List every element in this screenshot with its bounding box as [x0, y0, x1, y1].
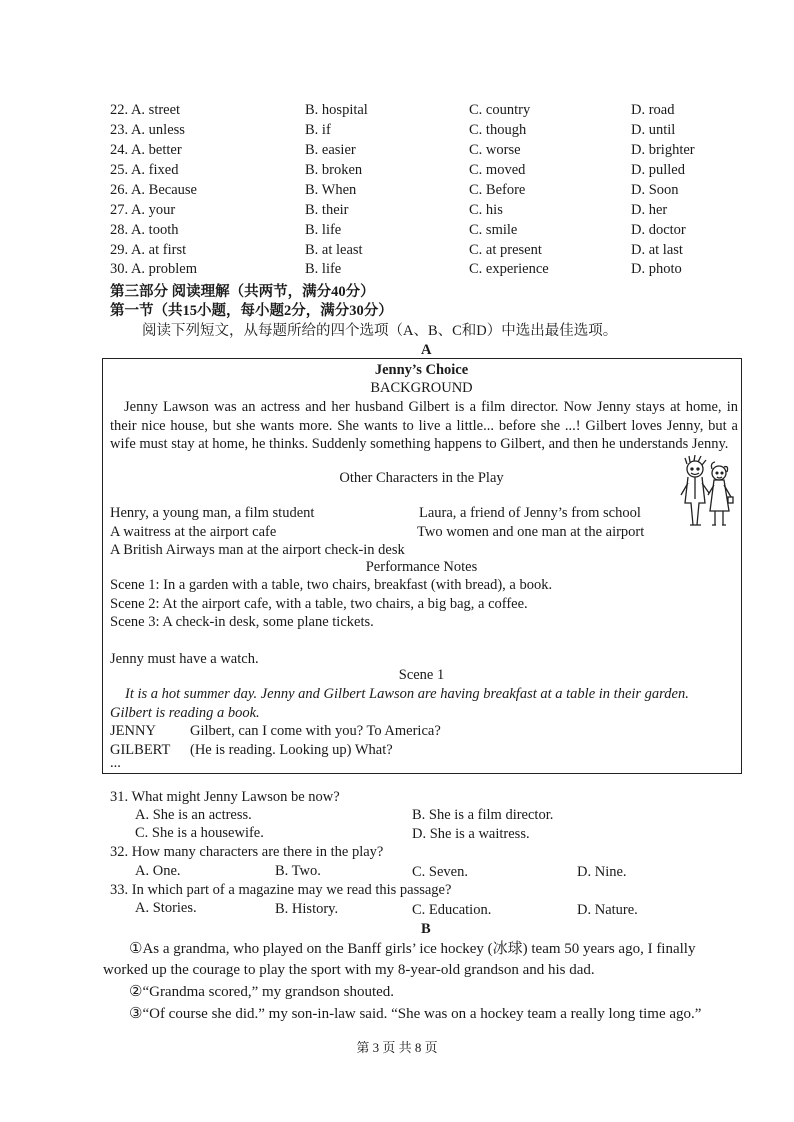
- cloze-option-row: [0, 101, 794, 121]
- section1-heading: 第一节（共15小题，每小题2分，满分30分）: [110, 303, 393, 319]
- cloze-option-text: A. street: [130, 102, 181, 118]
- cloze-question-number: 30.: [110, 261, 129, 277]
- cloze-option-row: [0, 121, 794, 141]
- passage-b-p1-line1: ①As a grandma, who played on the Banff girls’ ice hockey (冰球) team 50 years ago, I finally: [129, 941, 696, 957]
- stage-direction-2: Gilbert is reading a book.: [110, 705, 260, 721]
- cloze-option-c: C. Before: [469, 182, 526, 198]
- cloze-option-d: D. at last: [631, 242, 683, 258]
- speaker-gilbert: GILBERT: [110, 742, 171, 758]
- passage-b-p2: ②“Grandma scored,” my grandson shouted.: [129, 984, 395, 1000]
- cloze-question-number: 29.: [110, 242, 129, 258]
- scene2-note: Scene 2: At the airport cafe, with a table, two chairs, a big bag, a coffee.: [110, 596, 528, 612]
- cloze-option-d: D. until: [631, 122, 676, 138]
- cloze-option-text: A. at first: [130, 242, 187, 258]
- cloze-option-a: [110, 260, 197, 280]
- character-ba-man: A British Airways man at the airport check-in desk: [110, 542, 405, 558]
- cloze-option-c: C. smile: [469, 222, 518, 238]
- speaker-jenny: JENNY: [110, 723, 156, 739]
- cloze-option-d: D. pulled: [631, 162, 685, 178]
- part3-heading: 第三部分 阅读理解（共两节，满分40分）: [110, 284, 375, 300]
- cloze-option-c: C. experience: [469, 261, 549, 277]
- cloze-option-c: C. country: [469, 102, 531, 118]
- cloze-option-a: [110, 121, 185, 141]
- cloze-option-b: B. hospital: [305, 102, 368, 118]
- cloze-option-c: C. moved: [469, 162, 526, 178]
- cloze-option-b: B. life: [305, 261, 342, 277]
- cloze-option-c: C. worse: [469, 142, 521, 158]
- cloze-option-row: [0, 181, 794, 201]
- cloze-option-a: [110, 181, 197, 201]
- cloze-option-text: A. better: [130, 142, 182, 158]
- cloze-question-number: 28.: [110, 222, 129, 238]
- character-laura: Laura, a friend of Jenny’s from school: [419, 505, 641, 521]
- cloze-option-d: D. doctor: [631, 222, 686, 238]
- q33-option-c: C. Education.: [412, 902, 492, 918]
- cloze-option-row: [0, 201, 794, 221]
- cloze-option-a: [110, 201, 175, 221]
- q31-option-a: A. She is an actress.: [135, 807, 252, 823]
- characters-heading: Other Characters in the Play: [339, 470, 504, 486]
- background-label: BACKGROUND: [370, 380, 473, 396]
- cloze-option-row: [0, 260, 794, 280]
- cloze-option-row: [0, 141, 794, 161]
- line-gilbert: (He is reading. Looking up) What?: [190, 742, 393, 758]
- q33-stem: 33. In which part of a magazine may we read this passage?: [110, 882, 452, 898]
- q31-option-b: B. She is a film director.: [412, 807, 554, 823]
- cloze-option-d: D. her: [631, 202, 668, 218]
- passage-a-label: A: [421, 342, 432, 358]
- cloze-option-a: [110, 161, 178, 181]
- watch-note: Jenny must have a watch.: [110, 651, 259, 667]
- q32-option-a: A. One.: [135, 863, 181, 879]
- passage-b-p1-line2: worked up the courage to play the sport with my 8-year-old grandson and his dad.: [103, 962, 595, 978]
- scene1-note: Scene 1: In a garden with a table, two chairs, breakfast (with bread), a book.: [110, 577, 553, 593]
- ellipsis: ...: [110, 755, 121, 771]
- q33-option-b: B. History.: [275, 901, 339, 917]
- background-text: Jenny Lawson was an actress and her husband Gilbert is a film director. Now Jenny stays at home, in their nice house, but she wants more. She wants to live a little... before she ...! Gilbert loves Jenny, but a wife must stay at home, he thinks. Suddenly something happens to Gilbert, and then he understands Jenny.: [110, 399, 738, 452]
- cloze-question-number: 24.: [110, 142, 129, 158]
- passage-b-p3: ③“Of course she did.” my son-in-law said. “She was on a hockey team a really long time ago.”: [129, 1006, 702, 1022]
- cloze-option-b: B. life: [305, 222, 342, 238]
- cloze-option-row: [0, 241, 794, 261]
- scene3-note: Scene 3: A check-in desk, some plane tickets.: [110, 614, 374, 630]
- play-title: Jenny’s Choice: [374, 362, 469, 378]
- cloze-option-b: B. at least: [305, 242, 363, 258]
- cloze-option-a: [110, 101, 180, 121]
- character-airport-people: Two women and one man at the airport: [417, 524, 645, 540]
- passage-a-box: [102, 358, 742, 774]
- cloze-question-number: 23.: [110, 122, 129, 138]
- cloze-option-b: B. if: [305, 122, 331, 138]
- cloze-option-d: D. Soon: [631, 182, 679, 198]
- cloze-option-d: D. brighter: [631, 142, 695, 158]
- scene1-heading: Scene 1: [398, 667, 445, 683]
- q32-stem: 32. How many characters are there in the play?: [110, 844, 384, 860]
- cloze-option-c: C. his: [469, 202, 503, 218]
- reading-instruction: 阅读下列短文，从每题所给的四个选项（A、B、C和D）中选出最佳选项。: [142, 323, 618, 339]
- cloze-question-number: 25.: [110, 162, 129, 178]
- cloze-option-text: A. tooth: [130, 222, 179, 238]
- cloze-option-b: B. broken: [305, 162, 363, 178]
- cloze-question-number: 22.: [110, 102, 129, 118]
- cloze-option-b: B. When: [305, 182, 357, 198]
- q33-option-a: A. Stories.: [135, 900, 197, 916]
- q31-option-c: C. She is a housewife.: [135, 825, 264, 841]
- cloze-option-a: [110, 141, 182, 161]
- passage-b-label: B: [421, 921, 431, 937]
- cloze-option-text: A. Because: [130, 182, 197, 198]
- cloze-option-d: D. photo: [631, 261, 682, 277]
- cloze-option-d: D. road: [631, 102, 675, 118]
- q33-option-d: D. Nature.: [577, 902, 638, 918]
- cloze-option-row: [0, 161, 794, 181]
- q32-option-d: D. Nine.: [577, 864, 627, 880]
- cloze-option-text: A. problem: [130, 261, 197, 277]
- performance-notes-heading: Performance Notes: [365, 559, 478, 575]
- couple-cartoon-illustration: [677, 455, 737, 531]
- cloze-option-c: C. though: [469, 122, 527, 138]
- cloze-option-text: A. your: [130, 202, 176, 218]
- q31-option-d: D. She is a waitress.: [412, 826, 530, 842]
- cloze-option-text: A. unless: [130, 122, 185, 138]
- cloze-option-b: B. their: [305, 202, 349, 218]
- cloze-option-b: B. easier: [305, 142, 356, 158]
- cloze-option-row: [0, 221, 794, 241]
- q31-stem: 31. What might Jenny Lawson be now?: [110, 789, 340, 805]
- page-footer: 第 3 页 共 8 页: [356, 1040, 438, 1055]
- cloze-option-text: A. fixed: [130, 162, 179, 178]
- stage-direction-1: It is a hot summer day. Jenny and Gilbert Lawson are having breakfast at a table in their garden.: [125, 686, 689, 702]
- character-henry: Henry, a young man, a film student: [110, 505, 315, 521]
- q32-option-b: B. Two.: [275, 863, 321, 879]
- cloze-option-a: [110, 241, 186, 261]
- character-waitress: A waitress at the airport cafe: [110, 524, 277, 540]
- q32-option-c: C. Seven.: [412, 864, 468, 880]
- cloze-option-a: [110, 221, 178, 241]
- line-jenny: Gilbert, can I come with you? To America?: [190, 723, 441, 739]
- cloze-question-number: 26.: [110, 182, 129, 198]
- cloze-option-c: C. at present: [469, 242, 542, 258]
- cloze-question-number: 27.: [110, 202, 129, 218]
